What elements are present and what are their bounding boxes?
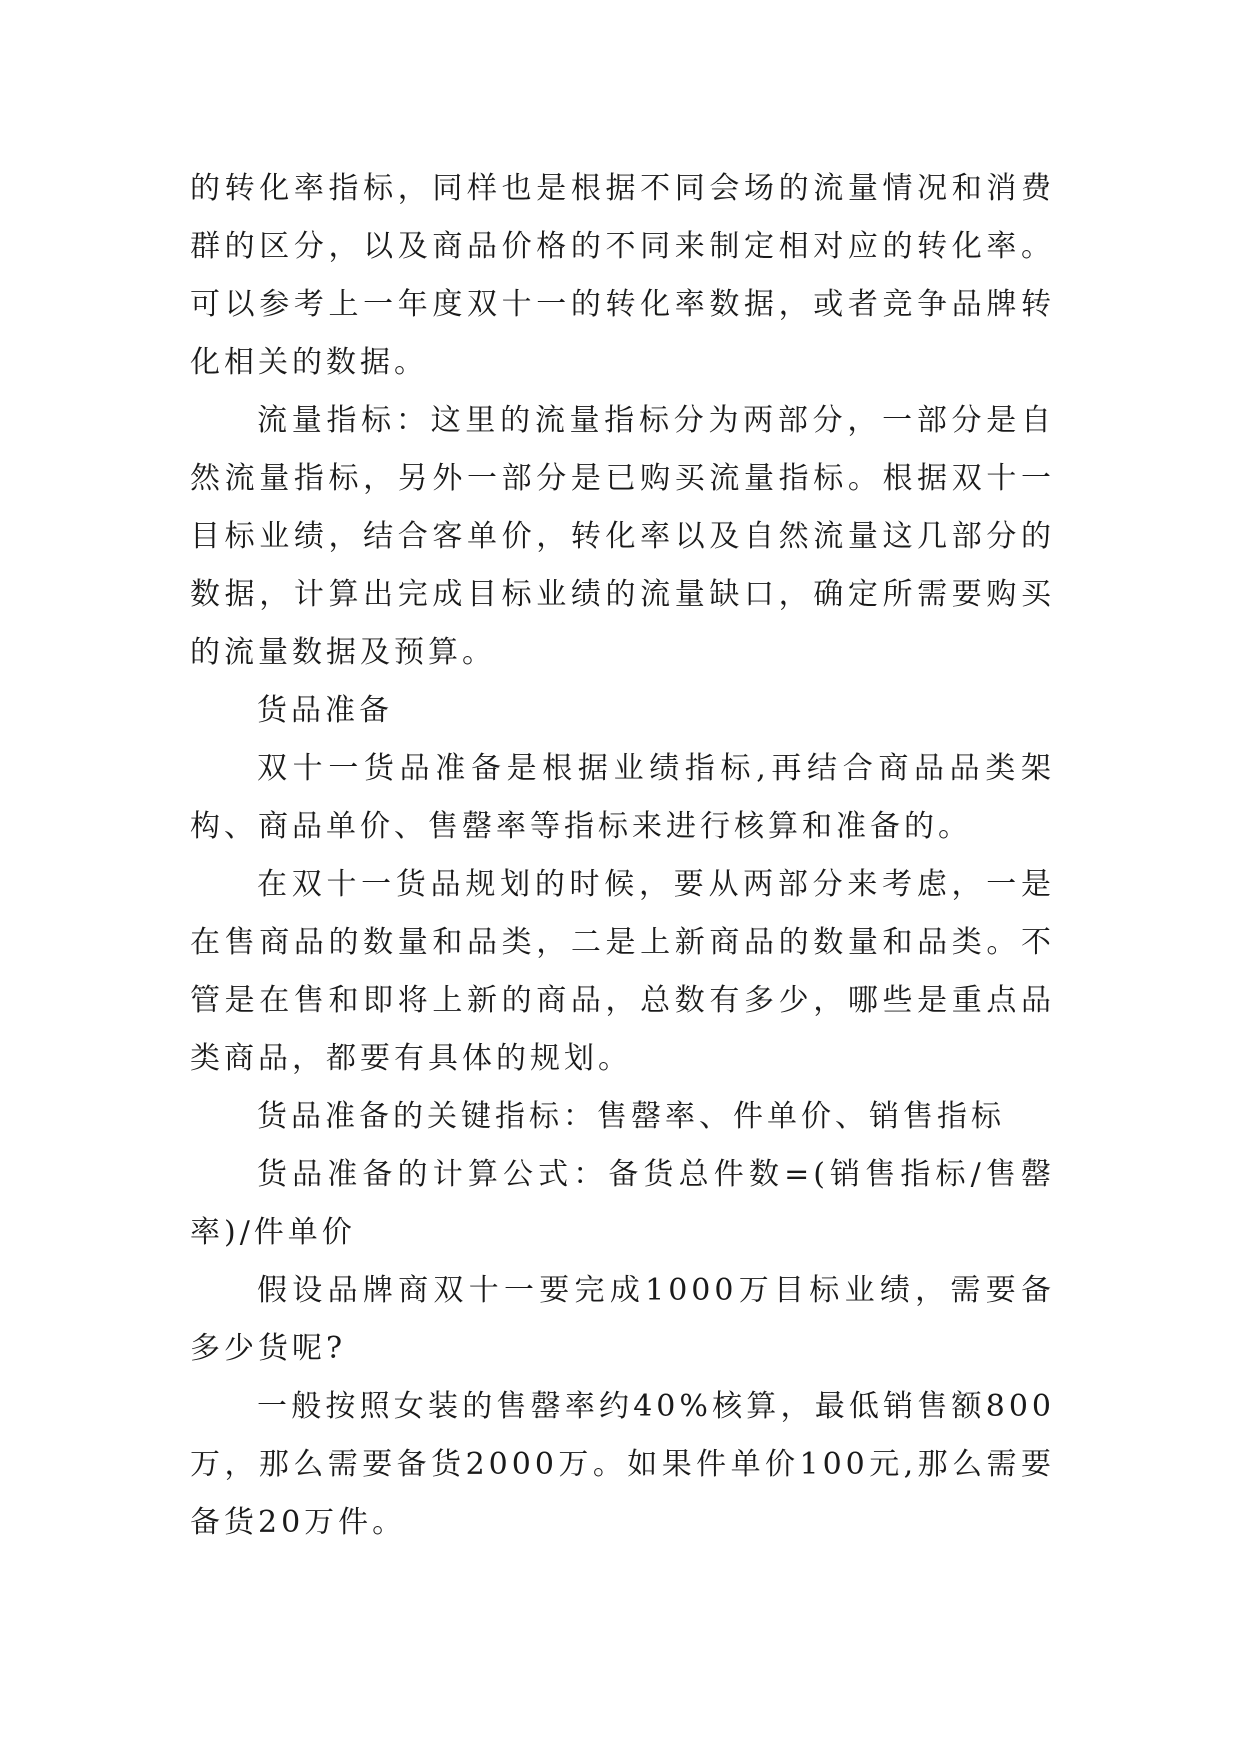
paragraph-traffic-metrics: 流量指标：这里的流量指标分为两部分，一部分是自然流量指标，另外一部分是已购买流量指标。根据双十一目标业绩，结合客单价，转化率以及自然流量这几部分的数据，计算出完成目标业绩的流量缺口，确定所需要购买的流量数据及预算。 <box>190 403 1055 670</box>
paragraph-formula: 货品准备的计算公式：备货总件数=(销售指标/售罄率)/件单价 <box>190 1157 1055 1250</box>
section-heading-goods-preparation: 货品准备 <box>257 693 393 728</box>
paragraph-goods-preparation: 双十一货品准备是根据业绩指标,再结合商品品类架构、商品单价、售罄率等指标来进行核算和准备的。 <box>190 751 1055 844</box>
paragraph-example-calculation: 一般按照女装的售罄率约40%核算，最低销售额800万，那么需要备货2000万。如果件单价100元,那么需要备货20万件。 <box>190 1389 1055 1540</box>
paragraph-assumption: 假设品牌商双十一要完成1000万目标业绩，需要备多少货呢? <box>190 1273 1055 1366</box>
paragraph-conversion-rate: 的转化率指标，同样也是根据不同会场的流量情况和消费群的区分，以及商品价格的不同来制定相对应的转化率。可以参考上一年度双十一的转化率数据，或者竞争品牌转化相关的数据。 <box>190 171 1055 380</box>
paragraph-goods-planning: 在双十一货品规划的时候，要从两部分来考虑，一是在售商品的数量和品类，二是上新商品的数量和品类。不管是在售和即将上新的商品，总数有多少，哪些是重点品类商品，都要有具体的规划。 <box>190 867 1055 1076</box>
paragraph-key-metrics: 货品准备的关键指标：售罄率、件单价、销售指标 <box>257 1099 1005 1134</box>
document-page <box>190 160 1055 1552</box>
